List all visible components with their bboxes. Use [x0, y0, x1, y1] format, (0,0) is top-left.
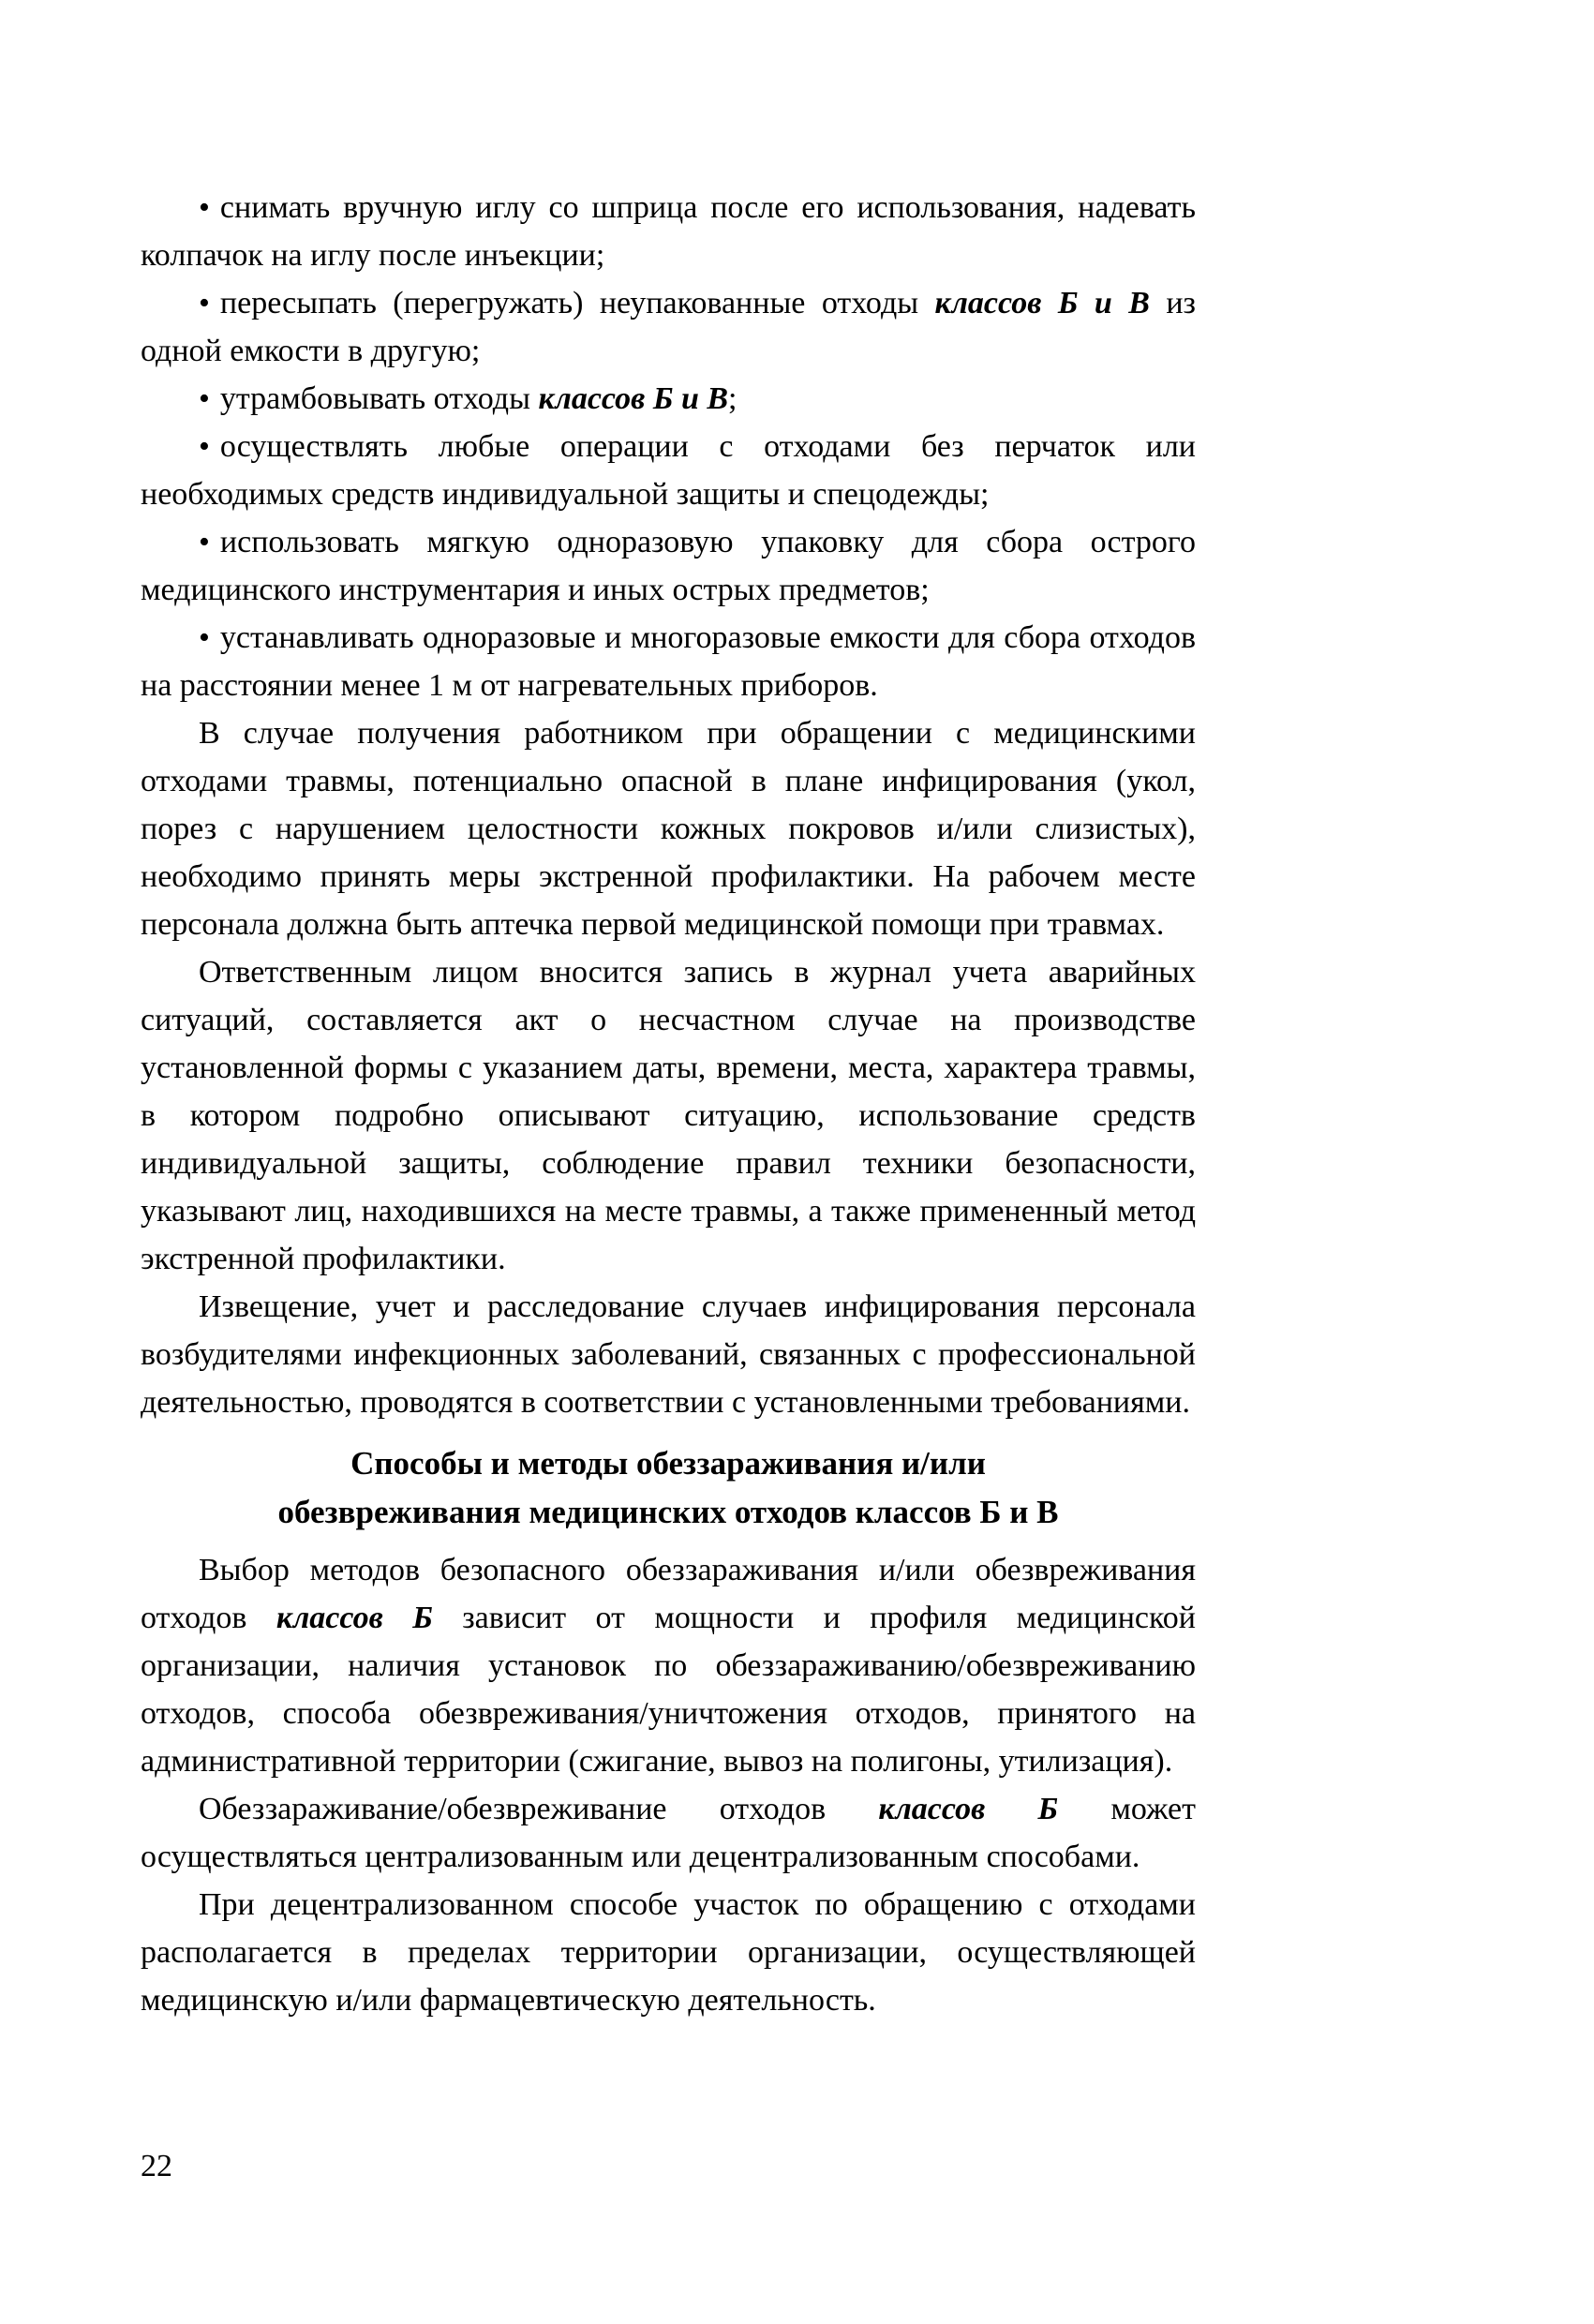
bullet-text: пересыпать (перегружать) неупакованные отходы: [219, 286, 935, 320]
bullet-item-4: [141, 423, 1196, 518]
paragraph-text: При децентрализованном способе участок по обращению с отходами располагается в пределах территории организации, осуществляющей медицинскую и/или фармацевтическую деятельность.: [141, 1887, 1196, 2018]
bullet-text: ;: [728, 381, 737, 416]
bullet-icon: •: [199, 525, 210, 559]
bullet-text: из одной емкости в другую;: [141, 286, 1196, 368]
paragraph-4: [141, 1546, 1196, 1785]
bullet-item-2: [141, 279, 1196, 375]
bullet-icon: •: [199, 190, 210, 225]
paragraph-text: В случае получения работником при обращении с медицинскими отходами травмы, потенциально опасной в плане инфицирования (укол, порез с нарушением целостности кожных покровов и/или слизистых), необходимо принять меры экстренной профилактики. На рабочем месте персонала должна быть аптечка первой медицинской помощи при травмах.: [141, 716, 1196, 942]
paragraph-text: может осуществляться централизованным или децентрализованным способами.: [141, 1792, 1196, 1874]
section-heading-line-1: Способы и методы обеззараживания и/или: [350, 1445, 986, 1482]
paragraph-text: Обеззараживание/обезвреживание отходов: [199, 1792, 879, 1826]
section-heading-line-2: обезвреживания медицинских отходов классов Б и В: [277, 1494, 1059, 1530]
bullet-item-3: [141, 375, 1196, 423]
paragraph-6: [141, 1881, 1196, 2024]
paragraph-3: [141, 1283, 1196, 1426]
paragraph-5: [141, 1785, 1196, 1881]
emphasized-text: классов Б и В: [934, 286, 1150, 320]
bullet-item-5: [141, 518, 1196, 614]
bullet-icon: •: [199, 429, 210, 464]
text-block: [141, 184, 1196, 2024]
emphasized-text: классов Б: [878, 1792, 1059, 1826]
emphasized-text: классов Б и В: [538, 381, 729, 416]
section-heading: [141, 1439, 1196, 1537]
paragraph-text: Ответственным лицом вносится запись в журнал учета аварийных ситуаций, составляется акт о несчастном случае на производстве установленной формы с указанием даты, времени, места, характера травмы, в котором подробно описывают ситуацию, использование средств индивидуальной защиты, соблюдение правил техники безопасности, указывают лиц, находившихся на месте травмы, а также примененный метод экстренной профилактики.: [141, 955, 1196, 1276]
bullet-icon: •: [199, 381, 210, 416]
bullet-text: снимать вручную иглу со шприца после его использования, надевать колпачок на иглу после инъекции;: [141, 190, 1196, 273]
bullet-item-6: [141, 614, 1196, 709]
paragraph-text: Выбор методов безопасного обеззараживания и/или обезвреживания отходов: [141, 1553, 1196, 1635]
bullet-text: утрамбовывать отходы: [219, 381, 539, 416]
bullet-text: устанавливать одноразовые и многоразовые емкости для сбора отходов на расстоянии менее 1 м от нагревательных приборов.: [141, 620, 1196, 703]
paragraph-text: Извещение, учет и расследование случаев инфицирования персонала возбудителями инфекционных заболеваний, связанных с профессиональной деятельностью, проводятся в соответствии с установленными требованиями.: [141, 1289, 1196, 1420]
page-number: 22: [141, 2149, 172, 2183]
bullet-text: использовать мягкую одноразовую упаковку для сбора острого медицинского инструментария и иных острых предметов;: [141, 525, 1196, 607]
bullet-item-1: [141, 184, 1196, 279]
bullet-icon: •: [199, 286, 210, 320]
paragraph-2: [141, 948, 1196, 1283]
paragraph-1: [141, 709, 1196, 948]
bullet-text: осуществлять любые операции с отходами без перчаток или необходимых средств индивидуальной защиты и спецодежды;: [141, 429, 1196, 512]
bullet-icon: •: [199, 620, 210, 655]
paragraph-text: зависит от мощности и профиля медицинской организации, наличия установок по обеззараживанию/обезвреживанию отходов, способа обезвреживания/уничтожения отходов, принятого на административной территории (сжигание, вывоз на полигоны, утилизация).: [141, 1601, 1196, 1779]
emphasized-text: классов Б: [276, 1601, 433, 1635]
